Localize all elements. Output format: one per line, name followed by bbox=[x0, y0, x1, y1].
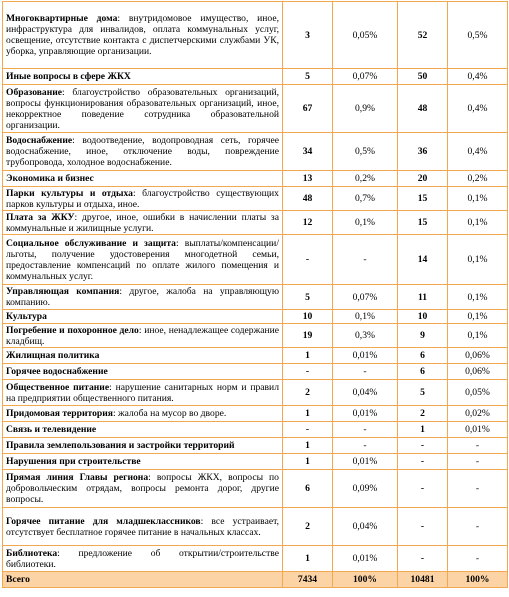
share-period-2: - bbox=[448, 470, 508, 508]
topic-cell bbox=[3, 422, 283, 438]
topic-cell bbox=[3, 508, 283, 546]
topic-description: вопросы ЖКХ, вопросы по добровольческим отрядам, вопросы ремонта дорог, другие вопросы. bbox=[6, 472, 279, 505]
share-period-2: 0,06% bbox=[448, 364, 508, 380]
topic-category: Многоквартирные дома bbox=[6, 13, 118, 24]
share-period-2: 0,1% bbox=[448, 187, 508, 211]
topic-cell bbox=[3, 133, 283, 171]
count-period-1: 19 bbox=[283, 324, 333, 348]
topic-separator: : bbox=[148, 472, 157, 483]
count-period-1: - bbox=[283, 422, 333, 438]
table-row bbox=[3, 235, 508, 285]
topic-category: Культура bbox=[6, 311, 47, 322]
table-row bbox=[3, 2, 508, 69]
topic-description: все устраивает, отсутствует бесплатное горячее питание в начальных классах. bbox=[6, 515, 279, 538]
table-row bbox=[3, 406, 508, 422]
share-period-1: 0,7% bbox=[333, 187, 398, 211]
count-period-2: 6 bbox=[398, 364, 448, 380]
count-period-1: 1 bbox=[283, 348, 333, 364]
table-row bbox=[3, 133, 508, 171]
count-period-2: 48 bbox=[398, 85, 448, 133]
topic-separator: : bbox=[200, 515, 212, 527]
topic-description: другое, иное, ошибки в начислении платы за коммунальные и жилищные услуги. bbox=[6, 211, 279, 234]
topic-cell bbox=[3, 406, 283, 422]
topic-cell bbox=[3, 85, 283, 133]
topic-category: Плата за ЖКУ bbox=[6, 211, 75, 223]
share-period-1: 0,01% bbox=[333, 454, 398, 470]
count-period-2: 10 bbox=[398, 310, 448, 324]
table-row bbox=[3, 454, 508, 470]
count-period-2: - bbox=[398, 508, 448, 546]
share-period-2: 0,1% bbox=[448, 324, 508, 348]
topic-description: выплаты/компенсации/льготы, получение удостоверения многодетной семьи, предоставление компенсаций по оплате жилого помещения и коммунальных услуг. bbox=[6, 237, 279, 282]
topic-category: Экономика и бизнес bbox=[6, 173, 94, 184]
count-period-1: 6 bbox=[283, 470, 333, 508]
total-row bbox=[3, 572, 508, 588]
count-period-1: 3 bbox=[283, 2, 333, 69]
count-period-2: 15 bbox=[398, 187, 448, 211]
topic-cell bbox=[3, 187, 283, 211]
table-row bbox=[3, 508, 508, 546]
topic-description: внутридомовое имущество, иное, инфраструктура для инвалидов, оплата коммунальных услуг, освещение, отсутствие контакта с диспетчерскими службами УК, уборка, управляющие организации. bbox=[6, 13, 279, 57]
topic-separator: : bbox=[62, 86, 73, 98]
count-period-2: 20 bbox=[398, 171, 448, 187]
share-period-2: 0,01% bbox=[448, 422, 508, 438]
share-period-2: - bbox=[448, 508, 508, 546]
count-period-2: 9 bbox=[398, 324, 448, 348]
topic-category: Библиотека bbox=[6, 547, 58, 559]
count-period-1: 5 bbox=[283, 285, 333, 310]
topic-description: иное, ненадлежащее содержание кладбищ. bbox=[6, 324, 279, 347]
share-period-2: - bbox=[448, 438, 508, 454]
share-period-1: 0,1% bbox=[333, 211, 398, 235]
share-period-1: 0,01% bbox=[333, 546, 398, 572]
count-period-1: 48 bbox=[283, 187, 333, 211]
topic-cell bbox=[3, 546, 283, 572]
count-period-1: 67 bbox=[283, 85, 333, 133]
count-period-2: - bbox=[398, 454, 448, 470]
topic-cell bbox=[3, 310, 283, 324]
share-period-1: 0,07% bbox=[333, 69, 398, 85]
count-period-2: 36 bbox=[398, 133, 448, 171]
topic-separator: : bbox=[57, 547, 79, 559]
count-period-1: 34 bbox=[283, 133, 333, 171]
table-row bbox=[3, 171, 508, 187]
topic-category: Управляющая компания bbox=[6, 286, 120, 297]
table-row bbox=[3, 285, 508, 310]
share-period-1: 0,04% bbox=[333, 380, 398, 406]
share-period-1: 0,1% bbox=[333, 310, 398, 324]
topic-category: Общественное питание bbox=[6, 381, 110, 393]
topic-category: Погребение и похоронное дело bbox=[6, 324, 139, 336]
topic-category: Парки культуры и отдыха bbox=[6, 187, 133, 199]
count-period-2: 15 bbox=[398, 211, 448, 235]
share-period-1: 0,3% bbox=[333, 324, 398, 348]
topic-category: Жилищная политика bbox=[6, 350, 100, 361]
count-period-1: 12 bbox=[283, 211, 333, 235]
count-period-1: 5 bbox=[283, 69, 333, 85]
count-period-2: 52 bbox=[398, 2, 448, 69]
total-count-period-1: 7434 bbox=[283, 572, 333, 588]
topic-description: другое, жалоба на управляющую компанию. bbox=[6, 286, 279, 308]
topic-cell bbox=[3, 2, 283, 69]
topic-description: нарушение санитарных норм и правил на предприятии общественного питания. bbox=[6, 381, 279, 404]
count-period-1: 2 bbox=[283, 508, 333, 546]
share-period-2: 0,4% bbox=[448, 133, 508, 171]
topic-category: Прямая линия Главы региона bbox=[6, 472, 149, 483]
share-period-1: - bbox=[333, 422, 398, 438]
topic-category: Горячее питание для младшеклассников bbox=[6, 515, 201, 527]
share-period-1: 0,01% bbox=[333, 406, 398, 422]
total-share-period-2: 100% bbox=[448, 572, 508, 588]
table-row bbox=[3, 310, 508, 324]
table-row bbox=[3, 69, 508, 85]
table-row bbox=[3, 422, 508, 438]
share-period-1: 0,04% bbox=[333, 508, 398, 546]
total-count-period-2: 10481 bbox=[398, 572, 448, 588]
share-period-2: 0,4% bbox=[448, 69, 508, 85]
share-period-2: 0,4% bbox=[448, 85, 508, 133]
share-period-1: - bbox=[333, 438, 398, 454]
topic-category: Придомовая территория bbox=[6, 408, 113, 419]
share-period-1: 0,2% bbox=[333, 171, 398, 187]
topic-cell bbox=[3, 380, 283, 406]
count-period-2: 2 bbox=[398, 406, 448, 422]
share-period-1: 0,01% bbox=[333, 348, 398, 364]
total-label: Всего bbox=[3, 572, 283, 588]
topic-separator: : bbox=[119, 286, 130, 297]
table-row bbox=[3, 470, 508, 508]
topic-separator: : bbox=[112, 408, 119, 419]
count-period-2: 6 bbox=[398, 348, 448, 364]
share-period-1: 0,07% bbox=[333, 285, 398, 310]
count-period-1: 1 bbox=[283, 546, 333, 572]
share-period-2: 0,1% bbox=[448, 310, 508, 324]
share-period-1: 0,05% bbox=[333, 2, 398, 69]
count-period-2: 1 bbox=[398, 422, 448, 438]
count-period-1: - bbox=[283, 235, 333, 285]
topic-description: предложение об открытии/строительстве библиотеки. bbox=[6, 547, 279, 570]
share-period-2: - bbox=[448, 454, 508, 470]
share-period-2: - bbox=[448, 546, 508, 572]
count-period-2: 14 bbox=[398, 235, 448, 285]
count-period-2: 50 bbox=[398, 69, 448, 85]
share-period-2: 0,1% bbox=[448, 211, 508, 235]
share-period-2: 0,02% bbox=[448, 406, 508, 422]
count-period-1: 1 bbox=[283, 406, 333, 422]
topic-description: благоустройство образовательных организаций, вопросы функционирования образовательных организаций, иное, некорректное поведение сотрудника образовательной организации. bbox=[6, 86, 279, 131]
table-row bbox=[3, 187, 508, 211]
share-period-2: 0,2% bbox=[448, 171, 508, 187]
topic-separator: : bbox=[117, 13, 129, 24]
count-period-2: - bbox=[398, 438, 448, 454]
topic-category: Нарушения при строительстве bbox=[6, 456, 141, 467]
topic-cell bbox=[3, 454, 283, 470]
topic-category: Правила землепользования и застройки территорий bbox=[6, 440, 235, 451]
topic-cell bbox=[3, 324, 283, 348]
topic-separator: : bbox=[72, 135, 83, 146]
share-period-1: - bbox=[333, 235, 398, 285]
count-period-1: - bbox=[283, 364, 333, 380]
count-period-2: 5 bbox=[398, 380, 448, 406]
topic-category: Водоснабжение bbox=[6, 135, 73, 146]
count-period-1: 1 bbox=[283, 454, 333, 470]
table-row bbox=[3, 85, 508, 133]
share-period-2: 0,05% bbox=[448, 380, 508, 406]
total-share-period-1: 100% bbox=[333, 572, 398, 588]
table-row bbox=[3, 211, 508, 235]
share-period-2: 0,1% bbox=[448, 235, 508, 285]
topic-cell bbox=[3, 285, 283, 310]
count-period-1: 1 bbox=[283, 438, 333, 454]
topic-category: Иные вопросы в сфере ЖКХ bbox=[6, 71, 131, 82]
table-row bbox=[3, 380, 508, 406]
topic-category: Горячее водоснабжение bbox=[6, 366, 108, 377]
share-period-2: 0,5% bbox=[448, 2, 508, 69]
topic-separator: : bbox=[109, 381, 116, 393]
share-period-1: - bbox=[333, 364, 398, 380]
topic-category: Социальное обслуживание и защита bbox=[6, 237, 176, 249]
topic-cell bbox=[3, 348, 283, 364]
table-row bbox=[3, 438, 508, 454]
topic-separator: : bbox=[74, 211, 82, 223]
count-period-1: 2 bbox=[283, 380, 333, 406]
topic-cell bbox=[3, 470, 283, 508]
count-period-1: 13 bbox=[283, 171, 333, 187]
share-period-1: 0,5% bbox=[333, 133, 398, 171]
share-period-2: 0,06% bbox=[448, 348, 508, 364]
topic-category: Связь и телевидение bbox=[6, 424, 97, 435]
topic-separator: : bbox=[138, 324, 145, 336]
topic-cell bbox=[3, 211, 283, 235]
topic-separator: : bbox=[132, 187, 143, 199]
topic-cell bbox=[3, 69, 283, 85]
topic-cell bbox=[3, 235, 283, 285]
count-period-1: 10 bbox=[283, 310, 333, 324]
share-period-1: 0,9% bbox=[333, 85, 398, 133]
count-period-2: - bbox=[398, 546, 448, 572]
table-row bbox=[3, 348, 508, 364]
table-row bbox=[3, 364, 508, 380]
topic-separator: : bbox=[175, 237, 185, 249]
appeals-table bbox=[2, 1, 508, 588]
share-period-2: 0,1% bbox=[448, 285, 508, 310]
appeals-table-body bbox=[3, 2, 508, 588]
topic-cell bbox=[3, 171, 283, 187]
topic-cell bbox=[3, 438, 283, 454]
count-period-2: 11 bbox=[398, 285, 448, 310]
count-period-2: - bbox=[398, 470, 448, 508]
table-row bbox=[3, 546, 508, 572]
topic-description: благоустройство существующих парков культуры и отдыха, иное. bbox=[6, 187, 279, 210]
topic-category: Образование bbox=[6, 86, 63, 98]
topic-cell bbox=[3, 364, 283, 380]
topic-description: водоотведение, водопроводная сеть, горячее водоснабжение, иное, отключение воды, повреждение трубопровода, холодное водоснабжение. bbox=[6, 135, 279, 168]
topic-description: жалоба на мусор во дворе. bbox=[118, 408, 227, 419]
table-row bbox=[3, 324, 508, 348]
share-period-1: 0,09% bbox=[333, 470, 398, 508]
